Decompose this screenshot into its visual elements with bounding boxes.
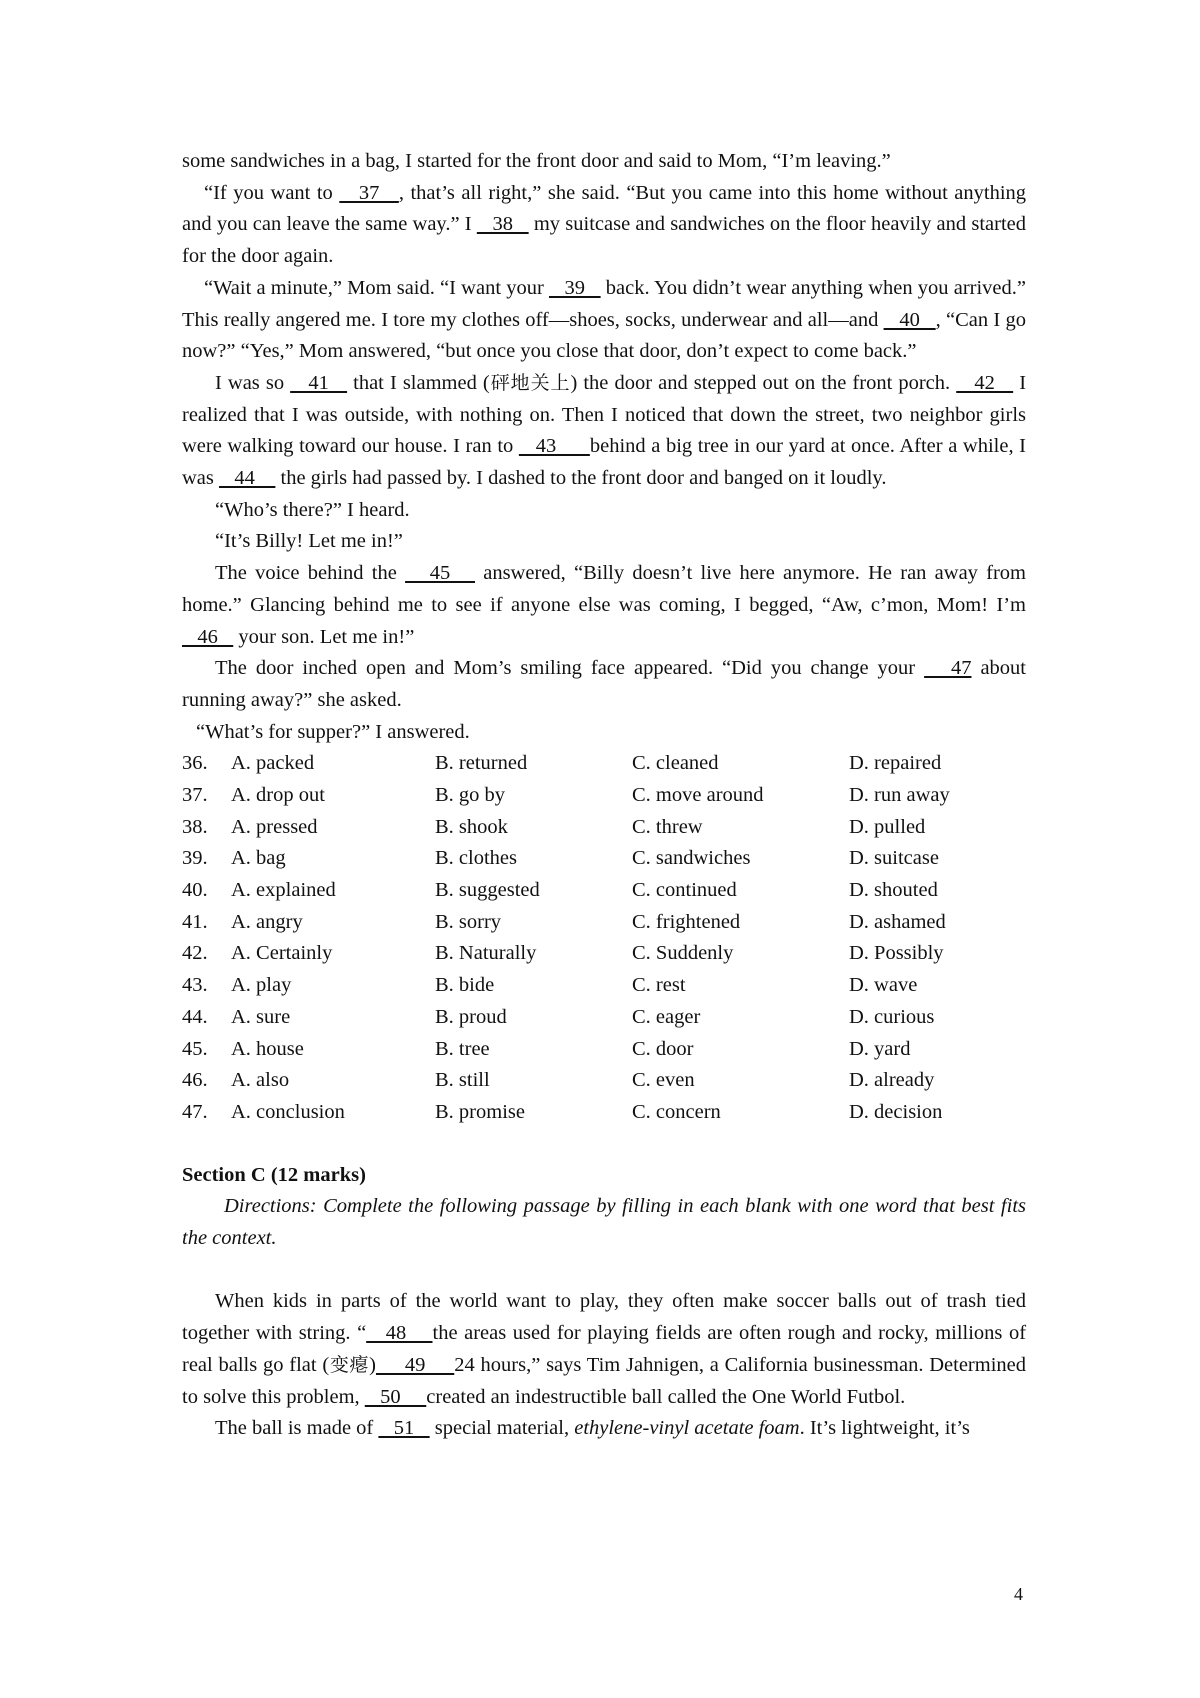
blank-44: 44	[219, 467, 276, 490]
option-d: D. decision	[849, 1100, 943, 1123]
option-row	[182, 843, 1026, 875]
blank-40: 40	[883, 308, 936, 331]
option-row	[182, 1002, 1026, 1034]
option-row	[182, 1097, 1026, 1129]
option-b: B. sorry	[435, 910, 502, 933]
option-row	[182, 812, 1026, 844]
option-d: D. already	[849, 1069, 935, 1092]
blank-49: 49	[375, 1353, 455, 1376]
option-row	[182, 1065, 1026, 1097]
option-a: A. house	[231, 1037, 304, 1060]
passage-paragraph: The voice behind the 45 answered, “Billy doesn’t live here anymore. He ran away from home.” Glancing behind me to see if anyone else was coming, I begged, “Aw, c’mon, Mom! I’m 46 your son. Let me in!”	[182, 562, 1027, 648]
blank-43: 43	[518, 435, 590, 458]
option-b: B. proud	[435, 1005, 507, 1028]
question-number: 45.	[182, 1037, 208, 1060]
blank-38: 38	[476, 213, 529, 236]
option-b: B. shook	[435, 815, 508, 838]
option-row	[182, 938, 1026, 970]
passage-line: some sandwiches in a bag, I started for the front door and said to Mom, “I’m leaving.”	[182, 150, 891, 172]
blank-51: 51	[378, 1417, 430, 1440]
option-row	[182, 875, 1026, 907]
option-c: C. even	[632, 1069, 695, 1092]
option-a: A. sure	[231, 1005, 291, 1028]
option-row	[182, 907, 1026, 939]
option-c: C. rest	[632, 974, 686, 997]
passage-paragraph: “What’s for supper?” I answered.	[196, 720, 470, 743]
option-b: B. returned	[435, 752, 528, 775]
question-number: 38.	[182, 815, 208, 838]
option-b: B. go by	[435, 784, 506, 807]
page-number: 4	[1014, 1584, 1023, 1604]
question-number: 47.	[182, 1100, 208, 1123]
question-number: 46.	[182, 1069, 208, 1092]
option-b: B. promise	[435, 1100, 525, 1123]
question-number: 36.	[182, 752, 208, 775]
option-d: D. shouted	[849, 879, 938, 902]
option-b: B. Naturally	[435, 942, 537, 965]
question-number: 43.	[182, 974, 208, 997]
passage-paragraph: “If you want to 37 , that’s all right,” she said. “But you came into this home without anything and you can leave the same way.” I 38 my suitcase and sandwiches on the floor heavily and started for the door again.	[182, 181, 1027, 268]
option-b: B. suggested	[435, 879, 540, 902]
content-column	[182, 146, 1026, 1445]
passage-paragraph: The ball is made of 51 special material, ethylene-vinyl acetate foam. It’s lightweight, it’s	[215, 1417, 970, 1440]
option-a: A. pressed	[231, 815, 318, 838]
option-c: C. sandwiches	[632, 847, 751, 870]
question-number: 44.	[182, 1005, 208, 1028]
option-d: D. curious	[849, 1005, 935, 1028]
option-c: C. Suddenly	[632, 942, 734, 965]
passage-paragraph: “It’s Billy! Let me in!”	[215, 530, 403, 553]
blank-50: 50	[364, 1385, 427, 1408]
options-table	[182, 748, 1026, 1128]
option-a: A. play	[231, 974, 292, 997]
option-d: D. Possibly	[849, 942, 944, 965]
option-a: A. angry	[231, 910, 303, 933]
blank-37: 37	[339, 181, 399, 204]
option-b: B. still	[435, 1069, 490, 1092]
option-row	[182, 748, 1026, 780]
option-a: A. Certainly	[231, 942, 333, 965]
question-number: 39.	[182, 847, 208, 870]
passage-paragraph: “Who’s there?” I heard.	[215, 498, 410, 521]
option-a: A. conclusion	[231, 1100, 345, 1123]
option-a: A. also	[231, 1069, 290, 1092]
blank-42: 42	[956, 371, 1014, 394]
option-a: A. bag	[231, 847, 286, 870]
option-d: D. pulled	[849, 815, 926, 838]
option-c: C. frightened	[632, 910, 741, 933]
question-number: 37.	[182, 784, 208, 807]
blank-41: 41	[290, 371, 348, 394]
passage-paragraph: “Wait a minute,” Mom said. “I want your 39 back. You didn’t wear anything when you arrived.” This really angered me. I tore my clothes off—shoes, socks, underwear and all—and 40 , “Can I go now?” “Yes,” Mom answered, “but once you close that door, don’t expect to come back.”	[182, 276, 1027, 363]
option-b: B. clothes	[435, 847, 517, 870]
passage-paragraph: The door inched open and Mom’s smiling face appeared. “Did you change your 47 about running away?” she asked.	[182, 657, 1027, 711]
chinese-gloss: 砰地关上	[489, 371, 571, 394]
option-d: D. yard	[849, 1037, 911, 1060]
option-d: D. suitcase	[849, 847, 939, 870]
option-b: B. bide	[435, 974, 495, 997]
blank-48: 48	[366, 1322, 433, 1345]
option-c: C. continued	[632, 879, 737, 902]
section-c-directions: Directions: Complete the following passage by filling in each blank with one word that best fits the context.	[182, 1195, 1026, 1250]
option-a: A. explained	[231, 879, 336, 902]
option-c: C. concern	[632, 1100, 721, 1123]
blank-45: 45	[405, 562, 475, 585]
option-row	[182, 1034, 1026, 1066]
option-d: D. wave	[849, 974, 918, 997]
section-c-title: Section C (12 marks)	[182, 1163, 366, 1186]
blank-39: 39	[548, 276, 601, 299]
option-c: C. door	[632, 1037, 694, 1060]
option-a: A. drop out	[231, 784, 325, 807]
passage-paragraph: I was so 41 that I slammed (砰地关上) the door and stepped out on the front porch. 42 I realized that I was outside, with nothing on. Then I noticed that down the street, two neighbor girls were walking toward our house. I ran to 43 behind a big tree in our yard at once. After a while, I was 44 the girls had passed by. I dashed to the front door and banged on it loudly.	[182, 371, 1027, 490]
question-number: 41.	[182, 910, 208, 933]
question-number: 42.	[182, 942, 208, 965]
option-c: C. cleaned	[632, 752, 719, 775]
option-row	[182, 780, 1026, 812]
option-d: D. ashamed	[849, 910, 946, 933]
blank-47: 47	[924, 657, 972, 680]
passage-paragraph: When kids in parts of the world want to play, they often make soccer balls out of trash tied together with string. “ 48 the areas used for playing fields are often rough and rocky, millions of real balls go flat (变瘪) 49 24 hours,” says Tim Jahnigen, a California businessman. Determined to solve this problem, 50 created an indestructible ball called the One World Futbol.	[182, 1290, 1027, 1408]
question-number: 40.	[182, 879, 208, 902]
chinese-gloss: 变瘪	[329, 1353, 370, 1376]
option-d: D. run away	[849, 784, 950, 807]
option-c: C. threw	[632, 815, 703, 838]
option-a: A. packed	[231, 752, 315, 775]
option-c: C. move around	[632, 784, 764, 807]
option-row	[182, 970, 1026, 1002]
blank-46: 46	[182, 625, 234, 648]
option-b: B. tree	[435, 1037, 490, 1060]
option-c: C. eager	[632, 1005, 701, 1028]
option-d: D. repaired	[849, 752, 942, 775]
